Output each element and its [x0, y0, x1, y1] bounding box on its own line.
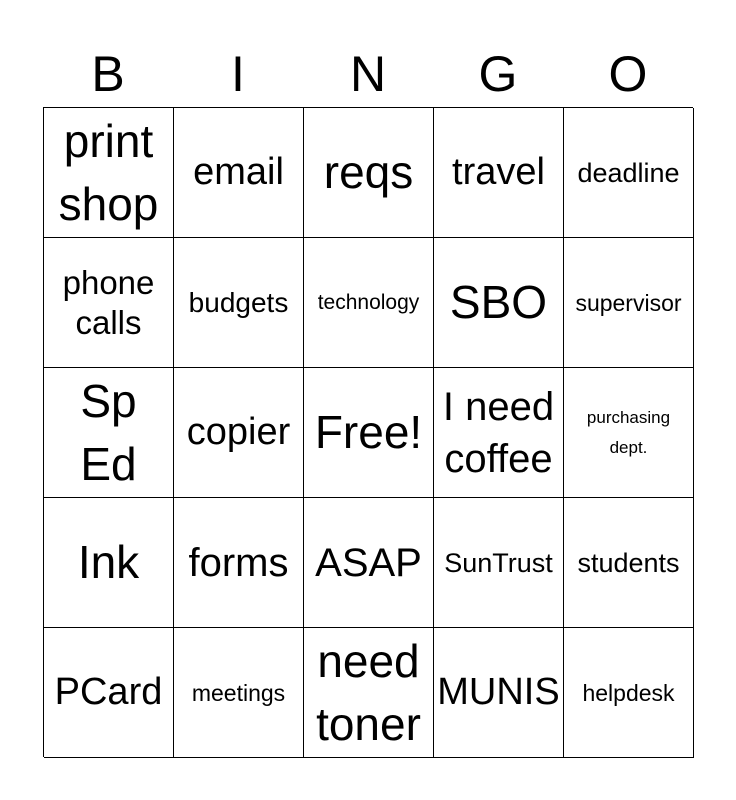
bingo-cell[interactable]: PCard	[44, 628, 174, 758]
bingo-cell[interactable]: students	[564, 498, 694, 628]
bingo-cell[interactable]: email	[174, 108, 304, 238]
bingo-cell[interactable]: helpdesk	[564, 628, 694, 758]
bingo-cell[interactable]: Sp Ed	[44, 368, 174, 498]
bingo-cell[interactable]: purchasing dept.	[564, 368, 694, 498]
bingo-cell[interactable]: SunTrust	[434, 498, 564, 628]
bingo-cell[interactable]: phone calls	[44, 238, 174, 368]
bingo-cell free-space[interactable]: Free!	[304, 368, 434, 498]
bingo-cell[interactable]: SBO	[434, 238, 564, 368]
bingo-cell[interactable]: forms	[174, 498, 304, 628]
bingo-header	[43, 44, 693, 104]
header-letter-g: G	[478, 46, 518, 102]
header-letter-b: B	[91, 46, 125, 102]
bingo-cell[interactable]: MUNIS	[434, 628, 564, 758]
bingo-cell[interactable]: need toner	[304, 628, 434, 758]
bingo-cell[interactable]: technology	[304, 238, 434, 368]
bingo-cell[interactable]: Ink	[44, 498, 174, 628]
header-letter-n: N	[349, 46, 387, 102]
header-letter-o: O	[608, 46, 648, 102]
bingo-cell[interactable]: budgets	[174, 238, 304, 368]
bingo-cell[interactable]: meetings	[174, 628, 304, 758]
bingo-cell[interactable]: supervisor	[564, 238, 694, 368]
bingo-cell[interactable]: print shop	[44, 108, 174, 238]
bingo-cell[interactable]: I need coffee	[434, 368, 564, 498]
bingo-cell[interactable]: reqs	[304, 108, 434, 238]
bingo-cell[interactable]: travel	[434, 108, 564, 238]
header-letter-i: I	[231, 46, 245, 102]
bingo-cell[interactable]: copier	[174, 368, 304, 498]
bingo-board	[43, 107, 693, 757]
bingo-cell[interactable]: ASAP	[304, 498, 434, 628]
bingo-cell[interactable]: deadline	[564, 108, 694, 238]
